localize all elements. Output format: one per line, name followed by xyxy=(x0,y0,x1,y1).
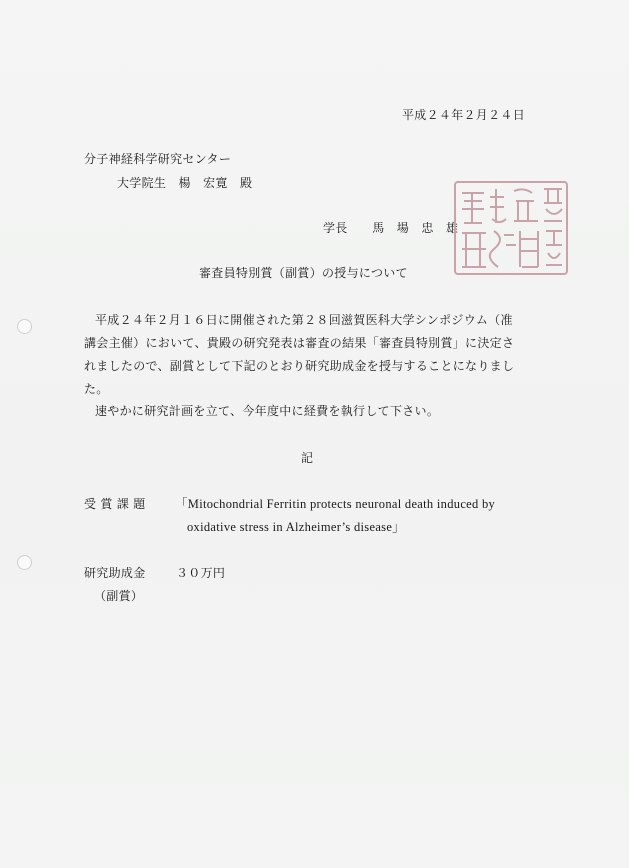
letter-subject: 審査員特別賞（副賞）の授与について xyxy=(199,266,408,280)
award-title-line-1: 「Mitochondrial Ferritin protects neuronal death induced by xyxy=(175,497,496,511)
punch-hole-bottom xyxy=(17,555,32,570)
grant-note: （副賞） xyxy=(94,589,144,603)
body-line-5: 速やかに研究計画を立て、今年度中に経費を執行して下さい。 xyxy=(95,404,440,418)
recipient-name: 大学院生 楊 宏寛 殿 xyxy=(117,176,253,190)
sender-president: 学長 馬 場 忠 雄 xyxy=(323,221,459,235)
body-line-1: 平成２４年２月１６日に開催された第２８回滋賀医科大学シンポジウム（准 xyxy=(95,313,513,327)
award-title-line-2: oxidative stress in Alzheimer’s disease」 xyxy=(187,520,405,534)
body-line-3: れましたので、副賞として下記のとおり研究助成金を授与することになりまし xyxy=(84,359,515,373)
punch-hole-top xyxy=(17,319,32,334)
grant-label: 研究助成金 xyxy=(84,566,146,580)
grant-amount: ３０万円 xyxy=(176,566,226,580)
recipient-department: 分子神経科学研究センター xyxy=(84,152,232,166)
award-title-label: 受 賞 課 題 xyxy=(84,497,146,511)
body-line-4: た。 xyxy=(84,382,109,396)
body-line-2: 講会主催）において、貴殿の研究発表は審査の結果「審査員特別賞」に決定さ xyxy=(84,336,515,350)
letter-date: 平成２４年２月２４日 xyxy=(402,108,526,122)
ki-heading: 記 xyxy=(301,451,314,465)
official-seal-stamp xyxy=(452,179,570,277)
